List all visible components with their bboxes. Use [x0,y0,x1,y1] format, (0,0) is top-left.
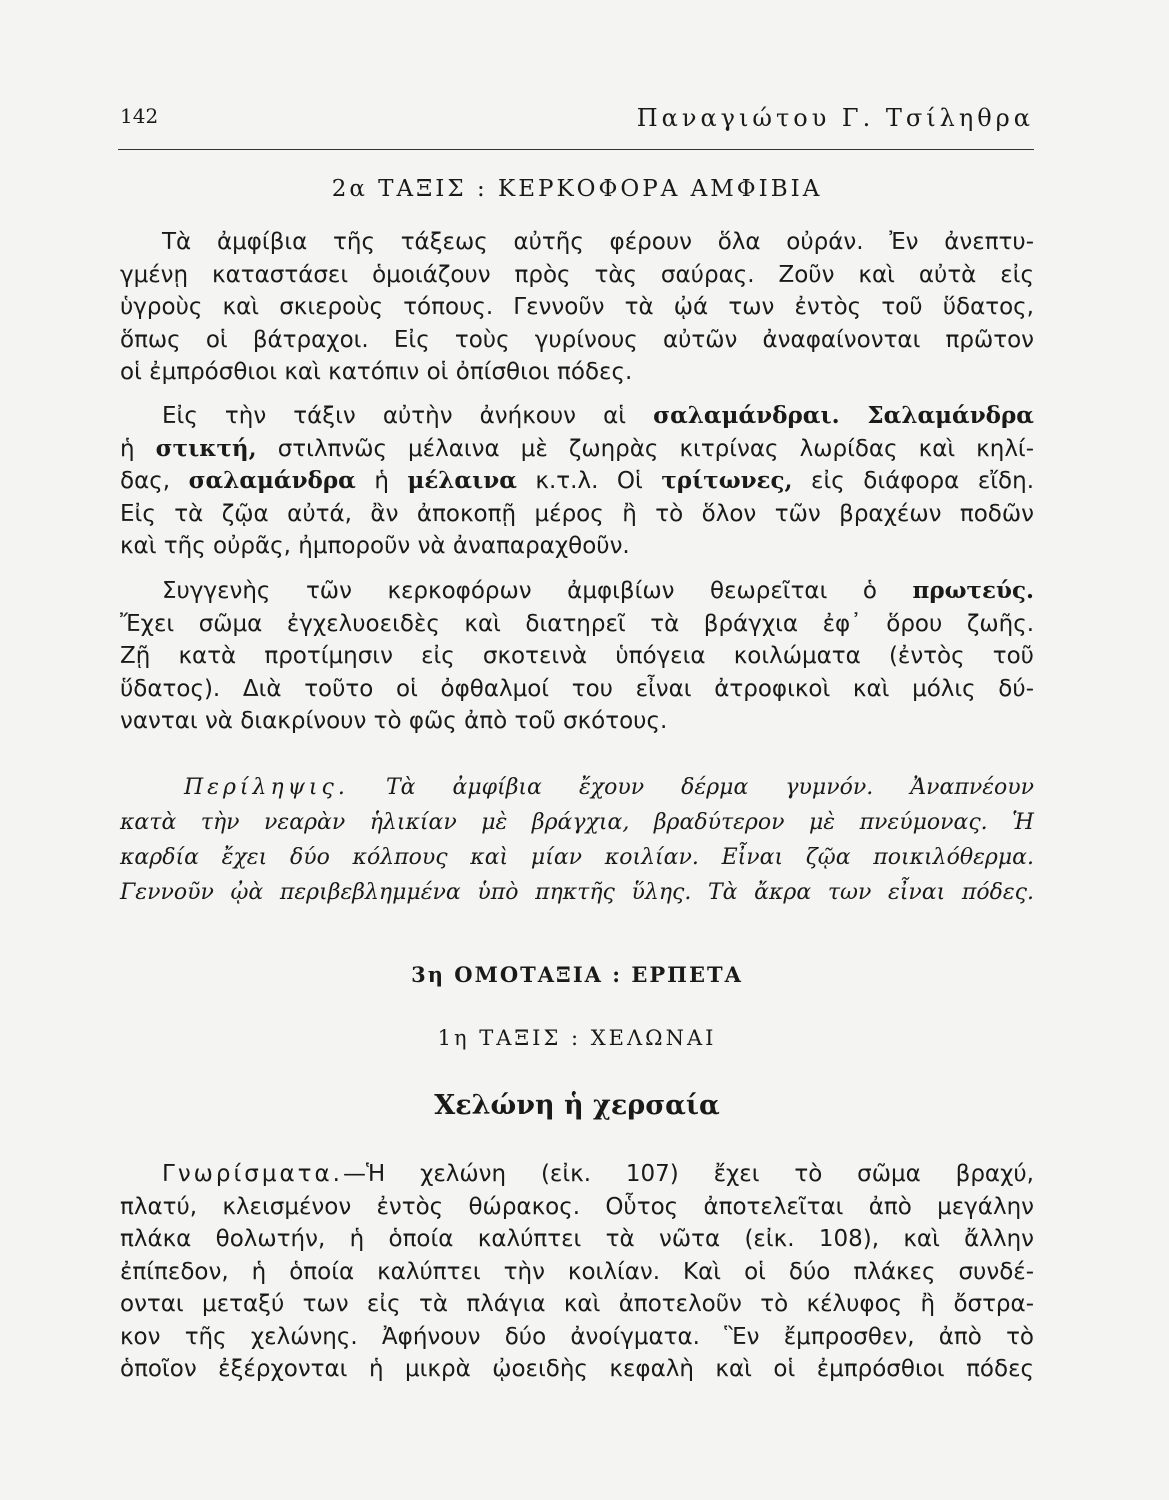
text-line: ὑγροὺς καὶ σκιεροὺς τόπους. Γεννοῦν τὰ ᾠά των ἐντὸς τοῦ ὕδατος, [120,294,1034,320]
text-line: Τὰ ἀμφίβια τῆς τάξεως αὐτῆς φέρουν ὅλα οὐράν. Ἐν ἀνεπτυ- [162,229,1034,255]
term-salamander: σαλαμάνδρα [188,467,356,494]
text-line: οἱ ἐμπρόσθιοι καὶ κατόπιν οἱ ὀπίσθιοι πόδες. [120,359,633,385]
text-line: κατὰ τὴν νεαρὰν ἡλικίαν μὲ βράγχια, βραδύτερον μὲ πνεύμονας. Ἡ [120,810,1034,835]
term-spotted: στικτή, [155,434,257,462]
paragraph-caudata-intro [120,226,1034,389]
text-line: ὕδατος). Διὰ τοῦτο οἱ ὀφθαλμοί του εἶναι ἀτροφικοὶ καὶ μόλις δύ- [120,675,1034,702]
paragraph-salamanders [120,400,1034,563]
text-line: γμένῃ καταστάσει ὁμοιάζουν πρὸς τὰς σαύρας. Ζοῦν καὶ αὐτὰ εἰς [120,261,1034,288]
text-line: Εἰς τὰ ζῷα αὐτά, ἂν ἀποκοπῇ μέρος ἢ τὸ ὅλον τῶν βραχέων ποδῶν [120,500,1034,527]
order-title-turtles: 1η ΤΑΞΙΣ : ΧΕΛΩΝΑΙ [437,1026,717,1050]
text-line [120,1158,1034,1191]
term-tritons: τρίτωνες, [661,467,793,494]
text-run: κ.τ.λ. Οἱ [516,468,662,494]
text-line: νανται νὰ διακρίνουν τὸ φῶς ἀπὸ τοῦ σκότους. [120,708,668,734]
term-proteus: πρωτεύς. [912,577,1034,604]
text-line [120,770,1034,805]
text-run: στιλπνῶς μέλαινα μὲ ζωηρὰς κιτρίνας λωρίδας καὶ κηλί- [256,435,1035,462]
text-line: Ἔχει σῶμα ἐγχελυοειδὲς καὶ διατηρεῖ τὰ βράγχια ἐφ᾽ ὅρου ζωῆς. [120,610,1034,637]
text-run: Εἰς τὴν τάξιν αὐτὴν ἀνήκουν αἱ [162,403,654,429]
text-line [120,465,1034,498]
characteristics-lead: Γνωρίσματα. [162,1161,343,1187]
species-title: Χελώνη ἡ χερσαία [434,1090,720,1121]
text-run: ἡ [120,435,156,462]
text-line: πλατύ, κλεισμένον ἐντὸς θώρακος. Οὗτος ἀποτελεῖται ἀπὸ μεγάλην [120,1193,1034,1220]
text-run: εἰς διάφορα εἴδη. [792,468,1034,494]
paragraph-proteus [120,575,1034,738]
running-head: Παναγιώτου Γ. Τσίληθρα [636,104,1034,132]
page-number: 142 [120,104,159,128]
text-run: δας, [120,468,189,494]
text-line [120,400,1034,433]
text-line [120,575,1034,608]
text-line: πλάκα θολωτήν, ἡ ὁποία καλύπτει τὰ νῶτα (εἰκ. 108), καὶ ἄλλην [120,1226,1034,1252]
paragraph-characteristics [120,1158,1034,1386]
text-line: καρδία ἔχει δύο κόλπους καὶ μίαν κοιλίαν. Εἶναι ζῷα ποικιλόθερμα. [120,845,1034,870]
text-run: Συγγενὴς τῶν κερκοφόρων ἀμφιβίων θεωρεῖται ὁ [162,578,913,604]
text-run: Τὰ ἀμφίβια ἔχουν δέρμα γυμνόν. Ἀναπνέουν [348,775,1034,800]
section-title-caudata: 2α ΤΑΞΙΣ : ΚΕΡΚΟΦΟΡΑ ΑΜΦΙΒΙΑ [331,176,823,202]
text-line: ονται μεταξύ των εἰς τὰ πλάγια καὶ ἀποτελοῦν τὸ κέλυφος ἢ ὄστρα- [120,1291,1034,1317]
term-salamanders: σαλαμάνδραι. Σαλαμάνδρα [653,402,1034,429]
text-run: —Ἡ χελώνη (εἰκ. 107) ἔχει τὸ σῶμα βραχύ, [343,1161,1034,1187]
text-line: κον τῆς χελώνης. Ἀφήνουν δύο ἀνοίγματα. Ἓν ἔμπροσθεν, ἀπὸ τὸ [120,1323,1034,1350]
page-header [120,100,1034,144]
text-line: καὶ τῆς οὐρᾶς, ἠμποροῦν νὰ ἀναπαραχθοῦν. [120,533,630,559]
term-black: μέλαινα [407,467,517,494]
text-line: Γεννοῦν ᾠὰ περιβεβλημμένα ὑπὸ πηκτῆς ὕλης. Τὰ ἄκρα των εἶναι πόδες. [120,880,1034,905]
text-line [120,433,1034,466]
text-line: ὁποῖον ἐξέρχονται ἡ μικρὰ ᾠοειδὴς κεφαλὴ καὶ οἱ ἐμπρόσθιοι πόδες [120,1356,1034,1382]
text-line: ὅπως οἱ βάτραχοι. Εἰς τοὺς γυρίνους αὐτῶν ἀναφαίνονται πρῶτον [120,326,1034,353]
text-line: Ζῇ κατὰ προτίμησιν εἰς σκοτεινὰ ὑπόγεια κοιλώματα (ἐντὸς τοῦ [120,643,1034,669]
header-rule [118,149,1034,150]
text-line: ἐπίπεδον, ἡ ὁποία καλύπτει τὴν κοιλίαν. Καὶ οἱ δύο πλάκες συνδέ- [120,1258,1034,1285]
text-run: ἡ [355,468,408,494]
summary-paragraph [120,770,1034,910]
summary-lead: Περίληψις. [184,775,349,800]
class-title-reptiles: 3η ΟΜΟΤΑΞΙΑ : ΕΡΠΕΤΑ [411,962,743,987]
